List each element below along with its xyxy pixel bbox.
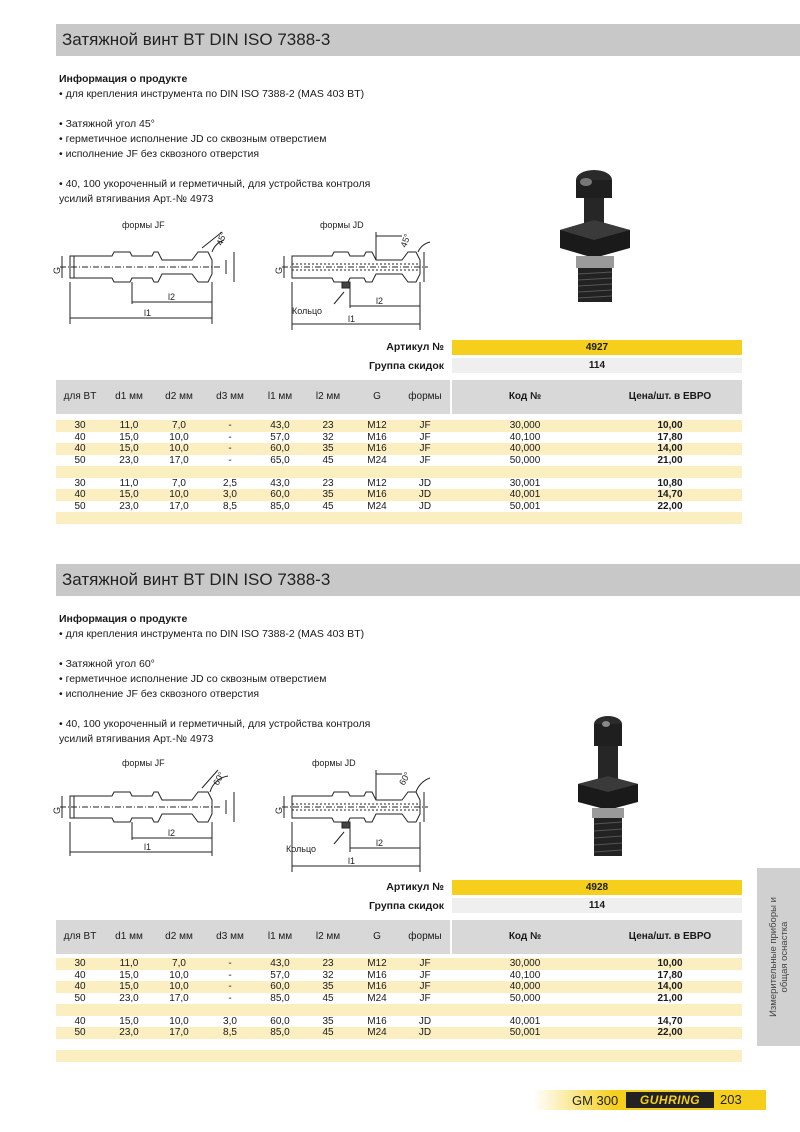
- cell-col-form: JD: [418, 1015, 432, 1027]
- cell-col-g: M24: [367, 1027, 387, 1038]
- cell-col-d2: 10,0: [169, 1015, 189, 1027]
- angle-label: 60°: [397, 770, 413, 787]
- header-col-d1: d1 мм: [115, 391, 143, 402]
- table-row: [56, 478, 742, 490]
- cell-col-d3: -: [228, 992, 232, 1004]
- cell-col-g: M24: [367, 454, 387, 466]
- cell-col-d3: -: [228, 443, 232, 454]
- cell-col-l2: 35: [322, 489, 334, 500]
- svg-text:l2: l2: [168, 828, 176, 838]
- discount-group-label: Группа скидок: [369, 900, 444, 912]
- table-row: [56, 993, 742, 1005]
- cell-col-d1: 11,0: [119, 420, 139, 431]
- cell-col-l1: 60,0: [270, 443, 290, 454]
- cell-col-price: 10,80: [657, 477, 683, 489]
- info-line: • для крепления инструмента по DIN ISO 7388-2 (MAS 403 BT): [59, 88, 365, 100]
- header-col-d2: d2 мм: [165, 931, 193, 942]
- header-col-form: формы: [408, 391, 442, 402]
- cell-col-bt: 40: [74, 431, 86, 443]
- header-col-l2: l2 мм: [315, 931, 341, 942]
- cell-col-form: JF: [419, 420, 431, 431]
- info-heading: Информация о продукте: [59, 613, 188, 625]
- cell-col-code: 40,100: [509, 431, 541, 443]
- cell-col-bt: 50: [74, 992, 86, 1004]
- cell-col-d3: 8,5: [223, 1027, 237, 1038]
- cell-col-form: JF: [419, 992, 431, 1004]
- angle-label: 45°: [214, 230, 229, 247]
- table-row: [56, 1016, 742, 1028]
- header-col-bt: для BT: [63, 391, 97, 402]
- cell-col-l2: 45: [322, 500, 334, 512]
- table-row: [56, 970, 742, 982]
- article-label: Артикул №: [386, 341, 444, 353]
- header-col-d2: d2 мм: [165, 391, 193, 402]
- cell-col-d3: 3,0: [223, 489, 237, 500]
- table-row: [56, 1027, 742, 1039]
- cell-col-d1: 23,0: [119, 992, 139, 1004]
- cell-col-form: JF: [419, 431, 431, 443]
- info-line: • 40, 100 укороченный и герметичный, для устройства контроля: [59, 178, 371, 190]
- svg-text:G: G: [52, 806, 62, 814]
- discount-group-label: Группа скидок: [369, 360, 444, 372]
- header-col-d3: d3 мм: [216, 931, 244, 942]
- cell-col-price: 21,00: [657, 992, 683, 1004]
- cell-col-bt: 40: [74, 489, 86, 500]
- cell-col-d1: 11,0: [119, 477, 139, 489]
- table-row: [56, 958, 742, 970]
- cell-col-code: 30,000: [509, 958, 541, 969]
- cell-col-d1: 11,0: [119, 958, 139, 969]
- info-line: • герметичное исполнение JD со сквозным отверстием: [59, 673, 327, 685]
- cell-col-l2: 32: [322, 969, 334, 981]
- cell-col-l2: 23: [322, 477, 334, 489]
- table-row: [56, 981, 742, 993]
- info-line: • для крепления инструмента по DIN ISO 7388-2 (MAS 403 BT): [59, 628, 365, 640]
- cell-col-price: 14,00: [657, 981, 683, 992]
- page-number: 203: [720, 1092, 742, 1107]
- header-col-price: Цена/шт. в ЕВРО: [628, 931, 712, 942]
- cell-col-g: M16: [367, 981, 387, 992]
- info-line: • исполнение JF без сквозного отверстия: [59, 688, 260, 700]
- cell-col-price: 22,00: [657, 500, 683, 512]
- section-2-technical-drawing: [52, 752, 432, 880]
- cell-col-code: 30,001: [509, 477, 541, 489]
- svg-text:l2: l2: [168, 292, 176, 302]
- cell-col-form: JF: [419, 443, 431, 454]
- cell-col-price: 17,80: [657, 969, 683, 981]
- cell-col-g: M12: [367, 420, 387, 431]
- cell-col-d3: 3,0: [223, 1015, 237, 1027]
- side-category-tab[interactable]: [757, 868, 800, 1046]
- cell-col-price: 10,00: [657, 420, 683, 431]
- cell-col-d3: 2,5: [223, 477, 237, 489]
- cell-col-code: 50,001: [509, 1027, 541, 1038]
- cell-col-form: JD: [418, 500, 432, 512]
- cell-col-l2: 23: [322, 958, 334, 969]
- svg-text:G: G: [52, 266, 62, 274]
- label-jf: формы JF: [122, 758, 165, 768]
- section-2-title: Затяжной винт BT DIN ISO 7388-3: [56, 564, 800, 596]
- cell-col-form: JD: [418, 477, 432, 489]
- label-jd: формы JD: [320, 220, 364, 230]
- ring-label: Кольцо: [292, 306, 323, 316]
- cell-col-l2: 45: [322, 1027, 334, 1038]
- table-row-empty: [56, 466, 742, 478]
- cell-col-g: M24: [367, 500, 387, 512]
- header-col-g: G: [373, 931, 381, 942]
- cell-col-g: M16: [367, 431, 387, 443]
- section-1-info: [59, 72, 370, 207]
- cell-col-g: M16: [367, 969, 387, 981]
- article-label: Артикул №: [386, 881, 444, 893]
- table-row-empty: [56, 1050, 742, 1062]
- cell-col-d1: 15,0: [119, 981, 139, 992]
- cell-col-bt: 50: [74, 1027, 86, 1038]
- cell-col-d3: -: [228, 420, 232, 431]
- cell-col-l1: 43,0: [270, 420, 290, 431]
- header-col-l1: l1 мм: [267, 391, 293, 402]
- svg-text:G: G: [274, 266, 284, 274]
- cell-col-d3: -: [228, 981, 232, 992]
- header-col-l2: l2 мм: [315, 391, 341, 402]
- cell-col-d1: 15,0: [119, 1015, 139, 1027]
- cell-col-l2: 45: [322, 992, 334, 1004]
- catalog-label: GM 300: [572, 1093, 619, 1108]
- cell-col-price: 10,00: [657, 958, 683, 969]
- cell-col-code: 40,000: [509, 981, 541, 992]
- svg-text:l1: l1: [348, 856, 356, 866]
- cell-col-d2: 7,0: [172, 477, 186, 489]
- table-row-empty: [56, 1004, 742, 1016]
- header-col-price: Цена/шт. в ЕВРО: [628, 391, 712, 402]
- header-col-g: G: [373, 391, 381, 402]
- cell-col-code: 50,000: [509, 454, 541, 466]
- pull-stud-photo: [554, 168, 636, 308]
- header-col-bt: для BT: [63, 931, 97, 942]
- cell-col-d2: 10,0: [169, 443, 189, 454]
- cell-col-l1: 85,0: [270, 992, 290, 1004]
- section-1-title: Затяжной винт BT DIN ISO 7388-3: [56, 24, 800, 56]
- discount-group-value: 114: [452, 358, 742, 373]
- table-row-empty: [56, 1039, 742, 1051]
- info-line: усилий втягивания Арт.-№ 4973: [59, 733, 214, 745]
- cell-col-l1: 57,0: [270, 431, 290, 443]
- angle-label: 45°: [398, 232, 413, 249]
- cell-col-d3: -: [228, 969, 232, 981]
- cell-col-d3: -: [228, 454, 232, 466]
- article-number: 4928: [452, 880, 742, 895]
- cell-col-code: 40,000: [509, 443, 541, 454]
- cell-col-price: 14,70: [657, 489, 683, 500]
- info-heading: Информация о продукте: [59, 73, 188, 85]
- cell-col-d1: 23,0: [119, 454, 139, 466]
- svg-text:l1: l1: [144, 842, 152, 852]
- cell-col-form: JD: [418, 1027, 432, 1038]
- label-jd: формы JD: [312, 758, 356, 768]
- svg-text:l2: l2: [376, 838, 384, 848]
- cell-col-l2: 35: [322, 981, 334, 992]
- section-2-info: [59, 612, 370, 747]
- cell-col-bt: 40: [74, 969, 86, 981]
- cell-col-form: JF: [419, 981, 431, 992]
- cell-col-l1: 60,0: [270, 981, 290, 992]
- cell-col-g: M12: [367, 477, 387, 489]
- header-col-code: Код №: [508, 931, 542, 942]
- cell-col-bt: 30: [74, 420, 86, 431]
- section-1-technical-drawing: [52, 212, 432, 340]
- article-number: 4927: [452, 340, 742, 355]
- cell-col-d3: -: [228, 431, 232, 443]
- side-tab-label: Измерительные приборы и общая оснастка: [767, 897, 790, 1017]
- table-row-empty: [56, 512, 742, 524]
- cell-col-l1: 43,0: [270, 477, 290, 489]
- cell-col-form: JD: [418, 489, 432, 500]
- cell-col-l2: 45: [322, 454, 334, 466]
- cell-col-l1: 60,0: [270, 489, 290, 500]
- cell-col-bt: 50: [74, 500, 86, 512]
- cell-col-l1: 60,0: [270, 1015, 290, 1027]
- table-row: [56, 489, 742, 501]
- cell-col-d2: 17,0: [169, 454, 189, 466]
- cell-col-d1: 15,0: [119, 969, 139, 981]
- label-jf: формы JF: [122, 220, 165, 230]
- cell-col-d2: 17,0: [169, 500, 189, 512]
- cell-col-d2: 10,0: [169, 431, 189, 443]
- header-col-d3: d3 мм: [216, 391, 244, 402]
- svg-text:G: G: [274, 806, 284, 814]
- cell-col-d1: 15,0: [119, 431, 139, 443]
- info-line: • Затяжной угол 60°: [59, 658, 155, 670]
- header-col-l1: l1 мм: [267, 931, 293, 942]
- header-col-d1: d1 мм: [115, 931, 143, 942]
- cell-col-d1: 15,0: [119, 489, 139, 500]
- cell-col-d2: 17,0: [169, 992, 189, 1004]
- cell-col-d2: 7,0: [172, 958, 186, 969]
- angle-label: 60°: [211, 770, 227, 787]
- svg-text:l2: l2: [376, 296, 384, 306]
- info-line: • герметичное исполнение JD со сквозным отверстием: [59, 133, 327, 145]
- cell-col-l2: 35: [322, 443, 334, 454]
- header-col-form: формы: [408, 931, 442, 942]
- cell-col-code: 40,001: [509, 489, 541, 500]
- cell-col-price: 14,00: [657, 443, 683, 454]
- cell-col-price: 22,00: [657, 1027, 683, 1038]
- table-row: [56, 501, 742, 513]
- cell-col-code: 40,001: [509, 1015, 541, 1027]
- cell-col-bt: 40: [74, 443, 86, 454]
- cell-col-form: JF: [419, 454, 431, 466]
- cell-col-price: 17,80: [657, 431, 683, 443]
- cell-col-g: M24: [367, 992, 387, 1004]
- cell-col-l2: 23: [322, 420, 334, 431]
- cell-col-d1: 23,0: [119, 1027, 139, 1038]
- cell-col-d2: 10,0: [169, 969, 189, 981]
- cell-col-d2: 7,0: [172, 420, 186, 431]
- info-line: • Затяжной угол 45°: [59, 118, 155, 130]
- header-col-code: Код №: [508, 391, 542, 402]
- info-line: • 40, 100 укороченный и герметичный, для устройства контроля: [59, 718, 371, 730]
- cell-col-code: 30,000: [509, 420, 541, 431]
- table-row: [56, 432, 742, 444]
- svg-text:l1: l1: [144, 308, 152, 318]
- cell-col-l1: 57,0: [270, 969, 290, 981]
- cell-col-l1: 65,0: [270, 454, 290, 466]
- ring-label: Кольцо: [286, 844, 317, 854]
- cell-col-l2: 35: [322, 1015, 334, 1027]
- cell-col-bt: 40: [74, 981, 86, 992]
- cell-col-bt: 30: [74, 958, 86, 969]
- cell-col-code: 50,001: [509, 500, 541, 512]
- discount-group-value: 114: [452, 898, 742, 913]
- cell-col-price: 14,70: [657, 1015, 683, 1027]
- pull-stud-photo: [572, 712, 644, 860]
- cell-col-l1: 43,0: [270, 958, 290, 969]
- info-line: усилий втягивания Арт.-№ 4973: [59, 193, 214, 205]
- cell-col-code: 40,100: [509, 969, 541, 981]
- cell-col-d2: 10,0: [169, 981, 189, 992]
- cell-col-d1: 23,0: [119, 500, 139, 512]
- cell-col-d2: 17,0: [169, 1027, 189, 1038]
- table-row: [56, 443, 742, 455]
- table-row: [56, 455, 742, 467]
- cell-col-form: JF: [419, 958, 431, 969]
- cell-col-l1: 85,0: [270, 1027, 290, 1038]
- cell-col-bt: 40: [74, 1015, 86, 1027]
- cell-col-bt: 50: [74, 454, 86, 466]
- cell-col-g: M16: [367, 443, 387, 454]
- table-row: [56, 420, 742, 432]
- brand-logo: GUHRING: [626, 1092, 714, 1108]
- cell-col-d1: 15,0: [119, 443, 139, 454]
- cell-col-d3: 8,5: [223, 500, 237, 512]
- cell-col-d3: -: [228, 958, 232, 969]
- cell-col-d2: 10,0: [169, 489, 189, 500]
- info-line: • исполнение JF без сквозного отверстия: [59, 148, 260, 160]
- cell-col-g: M16: [367, 489, 387, 500]
- cell-col-form: JF: [419, 969, 431, 981]
- svg-text:l1: l1: [348, 314, 356, 324]
- cell-col-l2: 32: [322, 431, 334, 443]
- cell-col-g: M16: [367, 1015, 387, 1027]
- cell-col-code: 50,000: [509, 992, 541, 1004]
- cell-col-g: M12: [367, 958, 387, 969]
- cell-col-price: 21,00: [657, 454, 683, 466]
- cell-col-bt: 30: [74, 477, 86, 489]
- cell-col-l1: 85,0: [270, 500, 290, 512]
